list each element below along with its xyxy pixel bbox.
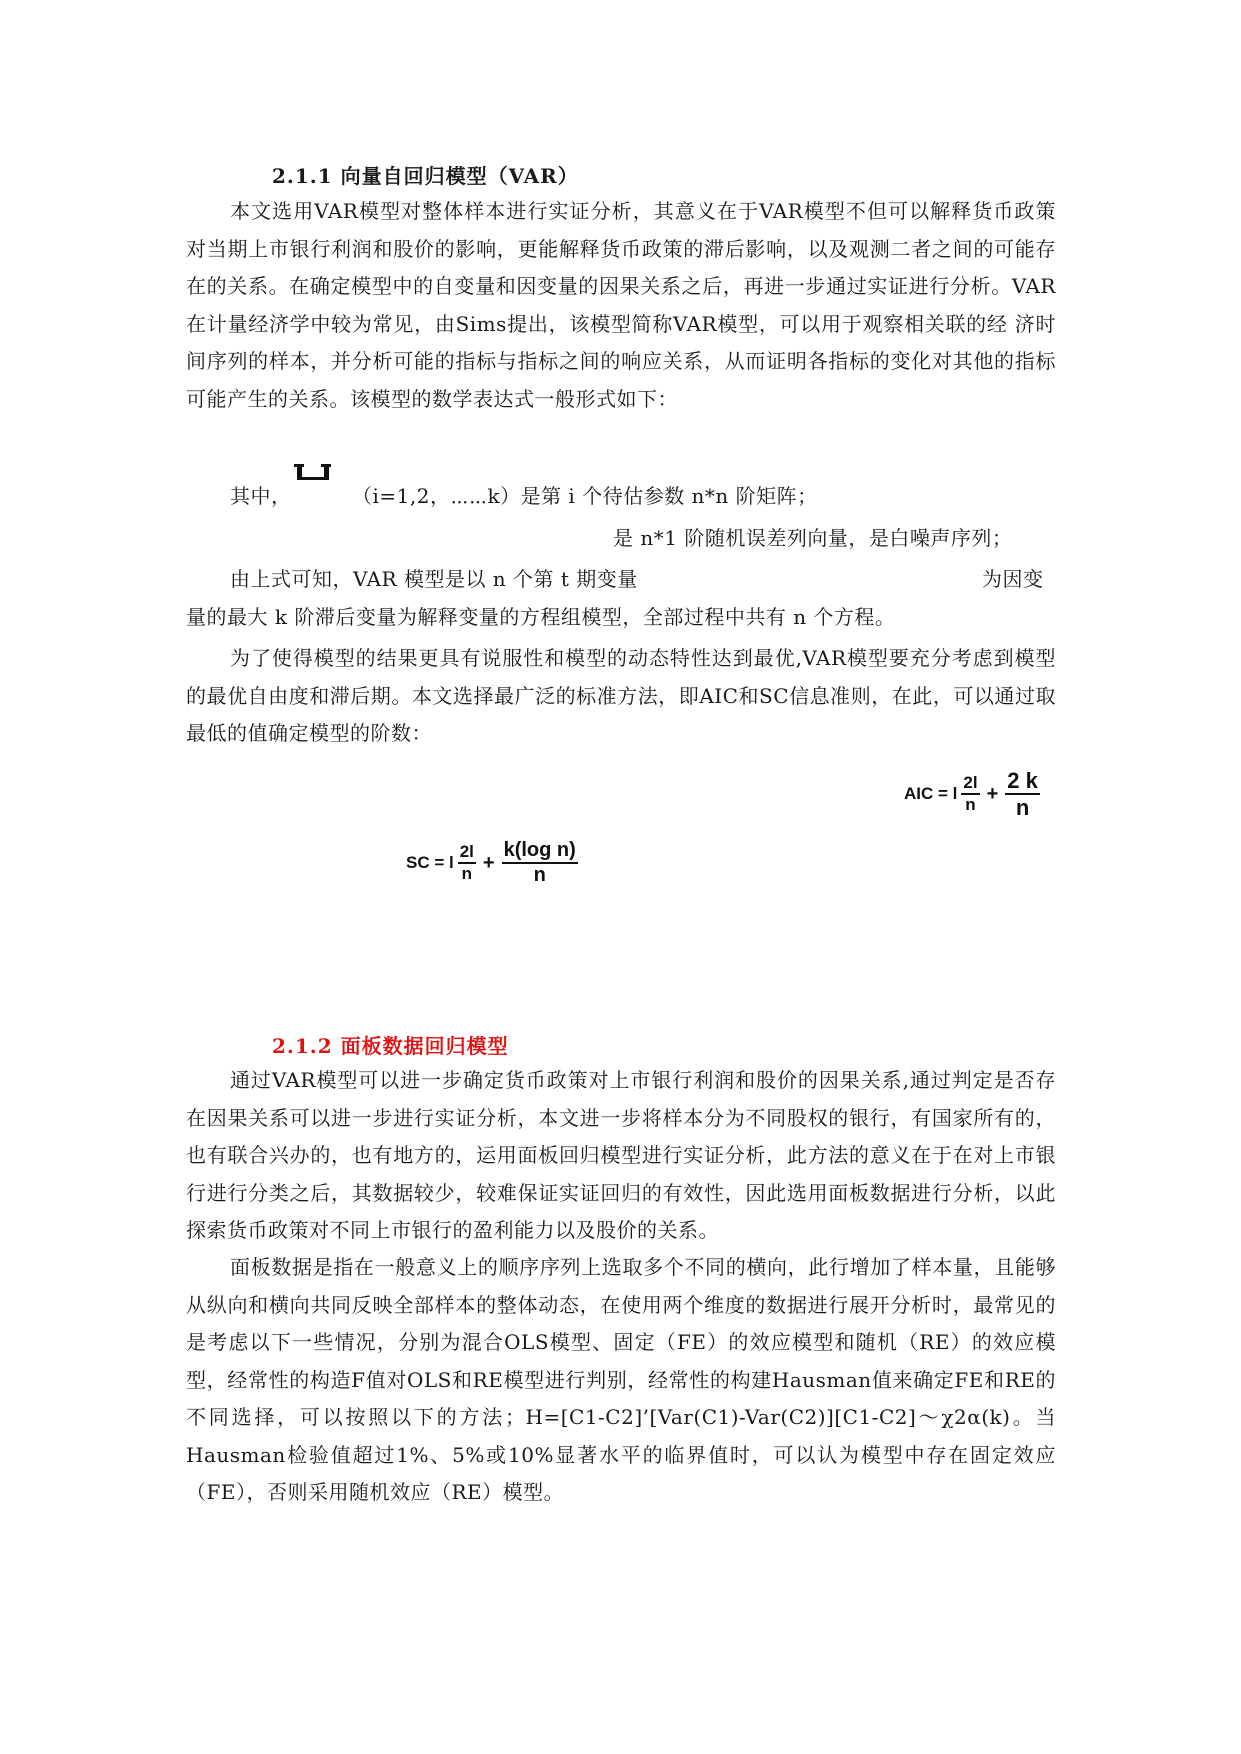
aic-frac2-numerator: 2 k — [1005, 769, 1040, 795]
sc-lhs: SC = l — [406, 853, 454, 872]
aic-frac1-numerator: 2l — [961, 774, 979, 795]
where-prefix: 其中， — [230, 484, 292, 508]
var-explain-line1-right: 为因变 — [982, 567, 1044, 591]
paragraph-var-intro: 本文选用VAR模型对整体样本进行实证分析，其意义在于VAR模型不但可以解释货币政策对当期上市银行利润和股价的影响，更能解释货币政策的滞后影响，以及观测二者之间的可能存在的关系。在确定模型中的自变量和因变量的因果关系之后，再进一步通过实证进行分析。VAR在计量经济学中较为常见，由Sims提出，该模型简称VAR模型，可以用于观察相关联的经 济时间序列的样本，并分析可能的指标与指标之间的响应关系，从而证明各指标的变化对其他的指标可能产生的关系。该模型的数学表达式一般形式如下： — [186, 199, 1056, 411]
aic-frac1-denominator: n — [965, 795, 976, 814]
sc-frac2-denominator: n — [533, 864, 546, 886]
sc-frac1-numerator: 2l — [458, 843, 476, 864]
aic-plus: + — [986, 782, 999, 805]
sc-frac2-numerator: k(log n) — [502, 840, 578, 864]
aic-lhs: AIC = l — [904, 784, 958, 803]
sc-plus: + — [482, 851, 495, 874]
var-explain-line2: 量的最大 k 阶滞后变量为解释变量的方程组模型，全部过程中共有 n 个方程。 — [186, 605, 896, 629]
sc-fraction-2 — [502, 840, 578, 886]
aic-fraction-2 — [1005, 769, 1040, 819]
sc-formula — [406, 835, 582, 891]
error-vector-text: 是 n*1 阶随机误差列向量，是白噪声序列； — [613, 526, 1013, 550]
paragraph-panel-intro: 通过VAR模型可以进一步确定货币政策对上市银行利润和股价的因果关系,通过判定是否存在因果关系可以进一步进行实证分析，本文进一步将样本分为不同股权的银行，有国家所有的，也有联合兴办的，也有地方的，运用面板回归模型进行实证分析，此方法的意义在于在对上市银行进行分类之后，其数据较少，较难保证实证回归的有效性，因此选用面板数据进行分析，以此探索货币政策对不同上市银行的盈利能力以及股价的关系。 — [186, 1068, 1056, 1242]
sc-fraction-1 — [458, 843, 476, 883]
section-heading-var: 2.1.1 向量自回归模型（VAR） — [272, 164, 579, 188]
paragraph-criteria: 为了使得模型的结果更具有说服性和模型的动态特性达到最优,VAR模型要充分考虑到模型的最优自由度和滞后期。本文选择最广泛的标准方法，即AIC和SC信息准则，在此，可以通过取最低的值确定模型的阶数： — [186, 646, 1056, 745]
coefficient-matrix-symbol — [294, 462, 334, 482]
aic-frac2-denominator: n — [1015, 795, 1030, 820]
var-explain-line1-left: 由上式可知，VAR 模型是以 n 个第 t 期变量 — [230, 567, 638, 591]
aic-fraction-1 — [961, 774, 979, 814]
where-parameter-text: （i=1,2，⋯⋯k）是第 i 个待估参数 n*n 阶矩阵； — [352, 484, 818, 508]
paragraph-panel-data: 面板数据是指在一般意义上的顺序序列上选取多个不同的横向，此行增加了样本量，且能够从纵向和横向共同反映全部样本的整体动态，在使用两个维度的数据进行展开分析时，最常见的是考虑以下一些情况，分别为混合OLS模型、固定（FE）的效应模型和随机（RE）的效应模型，经常性的构造F值对OLS和RE模型进行判别，经常性的构建Hausman值来确定FE和RE的不同选择，可以按照以下的方法；H=[C1-C2]’[Var(C1)-Var(C2)][C1-C2]～χ2α(k)。当Hausman检验值超过1%、5%或10%显著水平的临界值时，可以认为模型中存在固定效应（FE），否则采用随机效应（RE）模型。 — [186, 1255, 1056, 1504]
sc-frac1-denominator: n — [461, 864, 472, 883]
section-heading-panel: 2.1.2 面板数据回归模型 — [272, 1034, 509, 1058]
aic-formula — [904, 766, 1044, 822]
